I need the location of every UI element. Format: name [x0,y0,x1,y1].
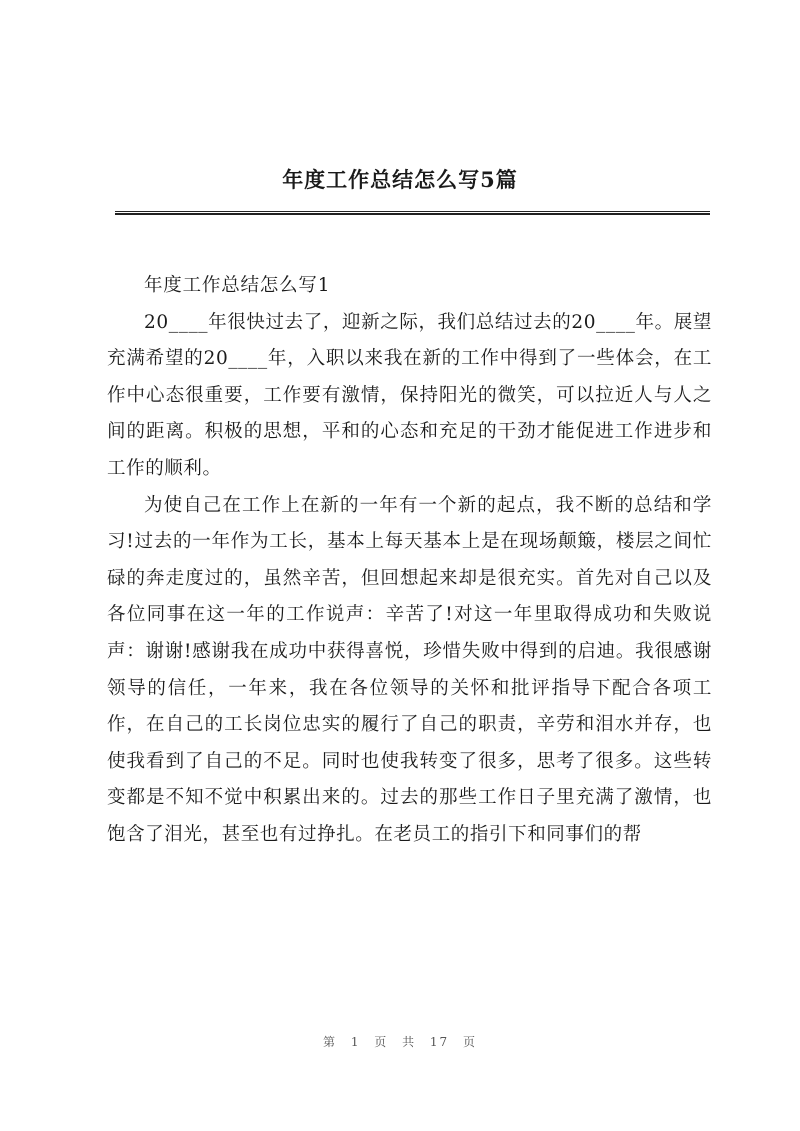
body-paragraph: 20____年很快过去了，迎新之际，我们总结过去的20____年。展望充满希望的20____年，入职以来我在新的工作中得到了一些体会，在工作中心态很重要，工作要有激情，保持阳光的微笑，可以拉近人与人之间的距离。积极的思想，平和的心态和充足的干劲才能促进工作进步和工作的顺利。 [107,311,712,479]
document-body [107,268,712,854]
title-divider [115,211,710,215]
document-title: 年度工作总结怎么写5篇 [282,167,518,192]
page-number-footer: 第 1 页 共 17 页 [323,1035,477,1049]
body-paragraph: 为使自己在工作上在新的一年有一个新的起点，我不断的总结和学习!过去的一年作为工长，基本上每天基本上是在现场颠簸，楼层之间忙碌的奔走度过的，虽然辛苦，但回想起来却是很充实。首先对自己以及各位同事在这一年的工作说声：辛苦了!对这一年里取得成功和失败说声：谢谢!感谢我在成功中获得喜悦，珍惜失败中得到的启迪。我很感谢领导的信任，一年来，我在各位领导的关怀和批评指导下配合各项工作，在自己的工长岗位忠实的履行了自己的职责，辛劳和泪水并存，也使我看到了自己的不足。同时也使我转变了很多，思考了很多。这些转变都是不知不觉中积累出来的。过去的那些工作日子里充满了激情，也饱含了泪光，甚至也有过挣扎。在老员工的指引下和同事们的帮 [107,494,712,845]
section-heading: 年度工作总结怎么写1 [144,275,331,296]
